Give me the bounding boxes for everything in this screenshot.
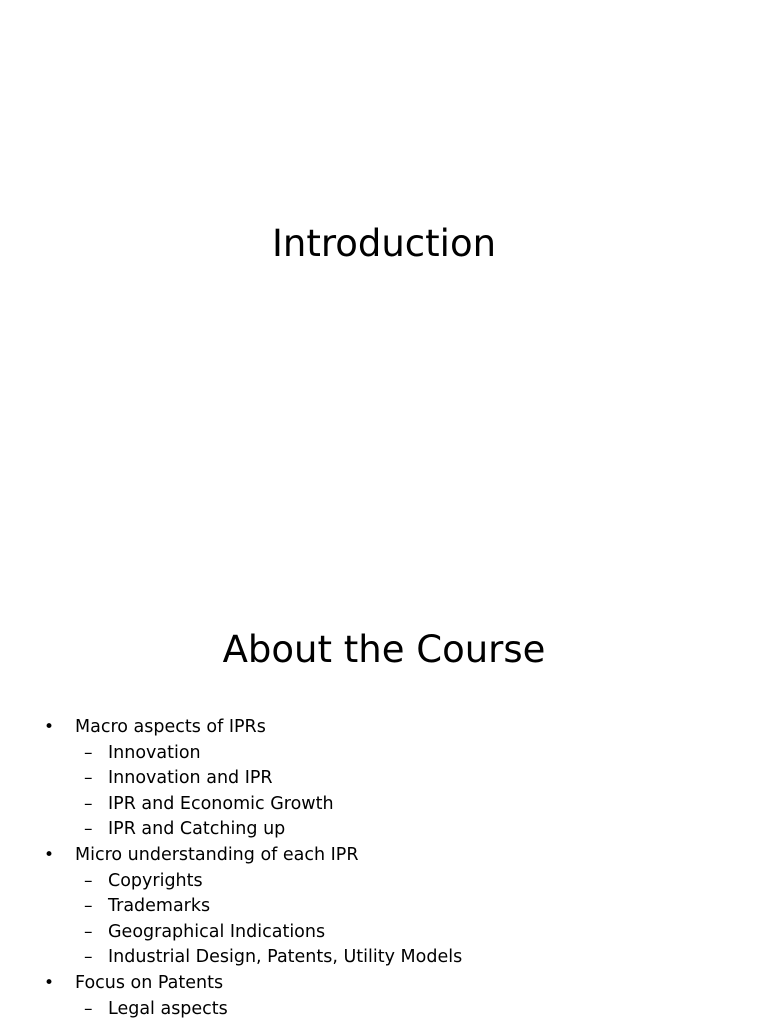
slide-title: About the Course [222, 628, 546, 671]
bullet-list [0, 715, 768, 1022]
bullet-marker: • [44, 972, 55, 993]
sub-bullet-item [0, 869, 768, 895]
sub-bullet-item [0, 997, 768, 1023]
dash-marker: – [84, 921, 93, 942]
bullet-item [0, 715, 768, 741]
bullet-marker: • [44, 844, 55, 865]
sub-bullet-text: Innovation [108, 742, 201, 763]
sub-bullet-item [0, 766, 768, 792]
sub-bullet-text: Geographical Indications [108, 921, 326, 942]
slide-about-the-course [0, 576, 768, 1024]
dash-marker: – [84, 998, 93, 1019]
sub-bullet-text: IPR and Catching up [108, 819, 286, 840]
sub-bullet-item [0, 945, 768, 971]
sub-bullet-text: IPR and Economic Growth [108, 793, 334, 814]
sub-bullet-item [0, 792, 768, 818]
sub-bullet-text: Copyrights [108, 870, 203, 891]
dash-marker: – [84, 870, 93, 891]
dash-marker: – [84, 742, 93, 763]
sub-bullet-text: Industrial Design, Patents, Utility Models [108, 947, 463, 968]
slide-title: Introduction [271, 222, 497, 265]
bullet-text: Macro aspects of IPRs [75, 717, 266, 737]
sub-bullet-item [0, 741, 768, 767]
sub-bullet-item [0, 894, 768, 920]
dash-marker: – [84, 793, 93, 814]
sub-bullet-text: Trademarks [108, 896, 211, 917]
bullet-item [0, 971, 768, 997]
sub-bullet-text: Legal aspects [108, 998, 228, 1019]
sub-bullet-text: Innovation and IPR [108, 768, 273, 789]
bullet-text: Micro understanding of each IPR [75, 844, 359, 865]
dash-marker: – [84, 768, 93, 789]
bullet-marker: • [44, 717, 55, 737]
dash-marker: – [84, 896, 93, 917]
bullet-text: Focus on Patents [75, 972, 224, 993]
dash-marker: – [84, 947, 93, 968]
dash-marker: – [84, 819, 93, 840]
sub-bullet-item [0, 920, 768, 946]
bullet-item [0, 843, 768, 869]
sub-bullet-item [0, 817, 768, 843]
